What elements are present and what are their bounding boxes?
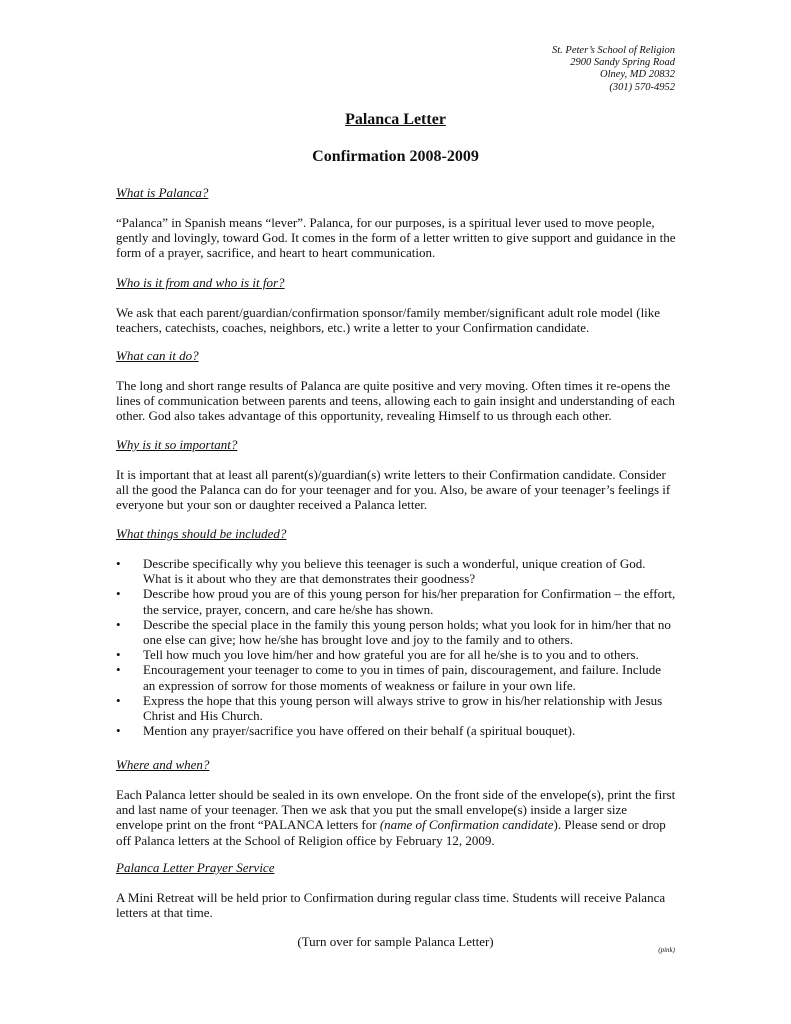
section-text: A Mini Retreat will be held prior to Confirmation during regular class time. Students will receive Palanca letters at that time. bbox=[116, 890, 666, 921]
list-item bbox=[116, 693, 676, 723]
section-what-is-palanca bbox=[116, 185, 676, 261]
list-item bbox=[116, 586, 676, 616]
list-item-text: Mention any prayer/sacrifice you have offered on their behalf (a spiritual bouquet). bbox=[143, 723, 576, 739]
where-text-italic: (name of Confirmation candidate bbox=[379, 817, 554, 833]
section-heading: Palanca Letter Prayer Service bbox=[116, 860, 275, 875]
list-item bbox=[116, 662, 676, 692]
section-text: We ask that each parent/guardian/confirmation sponsor/family member/significant adult role model (like teachers, catechists, coaches, neighbors, etc.) write a letter to your Confirmation candidate. bbox=[116, 305, 661, 336]
section-where-when bbox=[116, 757, 676, 848]
address-line-phone: (301) 570-4952 bbox=[609, 81, 675, 93]
section-text: “Palanca” in Spanish means “lever”. Palanca, for our purposes, is a spiritual lever used to move people, gently and lovingly, toward God. It comes in the form of a letter written to give support and guidance in the form of a prayer, sacrifice, and heart to heart communication. bbox=[116, 215, 676, 261]
list-item-text: Tell how much you love him/her and how grateful you are for all he/she is to you and to others. bbox=[143, 647, 639, 663]
section-prayer-service bbox=[116, 860, 676, 920]
bullet-mark: • bbox=[116, 647, 121, 663]
address-line-street: 2900 Sandy Spring Road bbox=[570, 57, 675, 69]
section-why-important bbox=[116, 437, 676, 513]
turn-over-note: (Turn over for sample Palanca Letter) bbox=[297, 934, 494, 949]
list-item-text: Encouragement your teenager to come to you in times of pain, discouragement, and failure. Include an expression of sorrow for those moments of weakness or failure in your own life. bbox=[143, 662, 662, 693]
document-subtitle: Confirmation 2008-2009 bbox=[312, 148, 479, 165]
bullet-mark: • bbox=[116, 662, 121, 678]
bullet-mark: • bbox=[116, 692, 121, 708]
list-item-text: Describe the special place in the family this young person holds; what you look for in him/her that no one else can give; how he/she has brought love and joy to the family and to others. bbox=[143, 616, 671, 648]
where-text-part-b: ). Please send or drop off Palanca letters at the School of Religion office by February 12, 2009. bbox=[116, 817, 666, 848]
section-text bbox=[116, 787, 676, 848]
section-heading: What can it do? bbox=[116, 348, 199, 363]
bullet-mark: • bbox=[116, 723, 121, 739]
list-item bbox=[116, 647, 676, 662]
list-item-text: Express the hope that this young person will always strive to grow in his/her relationship with Jesus Christ and His Church. bbox=[143, 692, 663, 724]
pink-note: (pink) bbox=[658, 946, 675, 954]
bullet-mark: • bbox=[116, 556, 121, 571]
bullet-mark: • bbox=[116, 616, 121, 632]
section-heading: Where and when? bbox=[116, 757, 210, 772]
section-text: It is important that at least all parent(s)/guardian(s) write letters to their Confirmation candidate. Consider all the good the Palanca can do for your teenager and for you. Also, be aware of your teenager’s feelings if everyone but your son or daughter received a Palanca letter. bbox=[116, 467, 671, 513]
section-who bbox=[116, 275, 676, 335]
section-heading: Who is it from and who is it for? bbox=[116, 275, 285, 290]
section-heading: What is Palanca? bbox=[116, 185, 209, 200]
where-text-part-a: Each Palanca letter should be sealed in its own envelope. On the front side of the envelope(s), print the first and last name of your teenager. Then we ask that you put the small envelope(s) inside a larger size envelope print on the front “PALANCA letters for bbox=[116, 787, 676, 833]
list-item bbox=[116, 723, 676, 738]
bullet-mark: • bbox=[116, 586, 121, 602]
list-item bbox=[116, 556, 676, 586]
included-list bbox=[116, 556, 676, 738]
list-item-text: Describe how proud you are of this young person for his/her preparation for Confirmation – the effort, the service, prayer, concern, and care he/she has shown. bbox=[143, 586, 676, 617]
section-heading: What things should be included? bbox=[116, 526, 287, 541]
section-what-included bbox=[116, 526, 676, 738]
address-line-school: St. Peter’s School of Religion bbox=[552, 45, 675, 56]
list-item-text: Describe specifically why you believe this teenager is such a wonderful, unique creation of God. What is it about who they are that demonstrates their goodness? bbox=[143, 556, 646, 587]
school-address bbox=[552, 45, 675, 94]
section-what-can-it-do bbox=[116, 348, 676, 424]
document-title: Palanca Letter bbox=[345, 111, 446, 128]
section-heading: Why is it so important? bbox=[116, 437, 238, 452]
list-item bbox=[116, 617, 676, 647]
address-line-city: Olney, MD 20832 bbox=[600, 69, 675, 81]
section-text: The long and short range results of Palanca are quite positive and very moving. Often times it re-opens the lines of communication between parents and teens, allowing each to gain insight and understanding of each other. God also takes advantage of this opportunity, revealing Himself to us through each other. bbox=[116, 378, 675, 424]
